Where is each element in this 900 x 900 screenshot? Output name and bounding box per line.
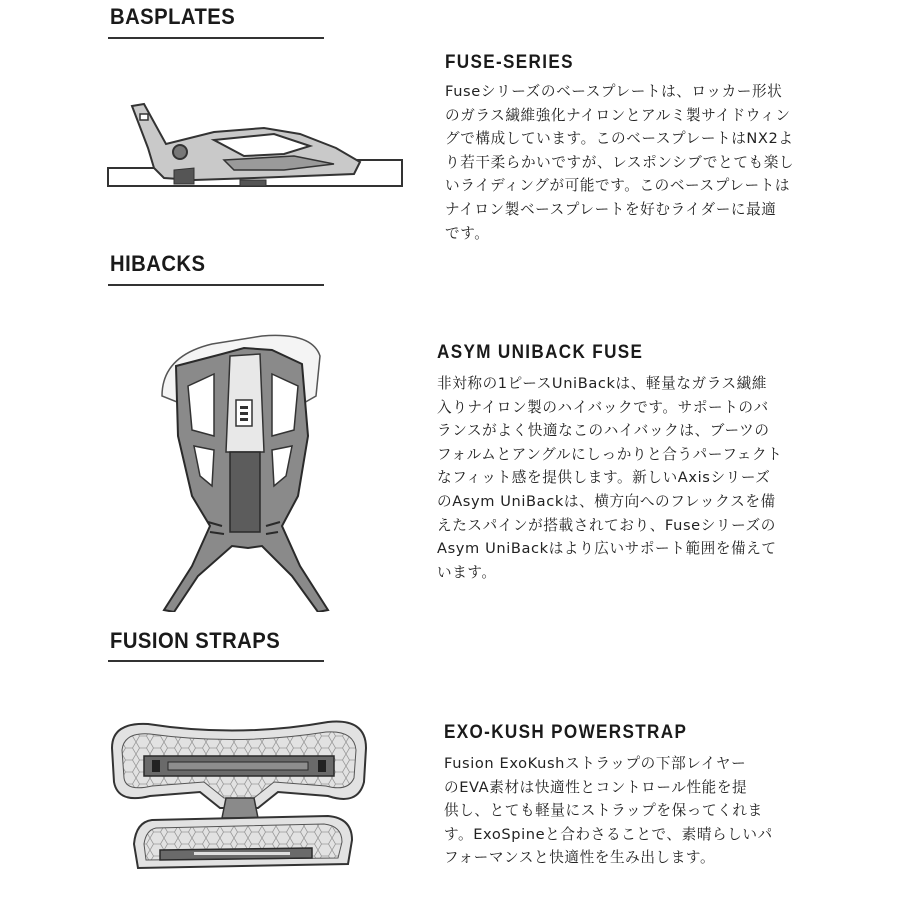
section-title-baseplates: BASPLATES: [110, 4, 236, 29]
product-description-baseplate: Fuseシリーズのベースプレートは、ロッカー形状 のガラス繊維強化ナイロンとアルミ製サイドウィン グで構成しています。このベースプレートはNX2よ り若干柔らかいですが、レスポンシブでとても楽し いライディングが可能です。このベースプレートは ナイロン製ベースプレートを好むライダーに最適 です。: [445, 83, 795, 242]
product-title-strap: EXO-KUSH POWERSTRAP: [444, 722, 688, 743]
section-title-hibacks: HIBACKS: [110, 251, 206, 276]
baseplate-illustration: [104, 98, 408, 194]
product-description-hiback: 非対称の1ピースUniBackは、軽量なガラス繊維 入りナイロン製のハイバックです。サポートのバ ランスがよく快適なこのハイバックは、ブーツの フォルムとアングルにしっかりと合うパーフェクト なフィット感を提供します。新しいAxisシリーズ のAsym UniBackは、横方向へのフレックスを備 えたスパインが搭載されており、Fuseシリーズの Asym UniBackはより広いサポート範囲を備えて います。: [437, 375, 783, 581]
section-divider: [108, 660, 324, 662]
product-title-baseplate: FUSE-SERIES: [445, 52, 574, 73]
strap-illustration: [108, 712, 370, 876]
section-divider: [108, 284, 324, 286]
product-description-strap: Fusion ExoKushストラップの下部レイヤー のEVA素材は快適性とコントロール性能を提 供し、とても軽量にストラップを保ってくれま す。ExoSpineと合わさることで、素晴らしいパ フォーマンスと快適性を生み出します。: [444, 755, 773, 867]
section-title-straps: FUSION STRAPS: [110, 628, 281, 653]
hiback-illustration: [152, 326, 336, 612]
product-title-hiback: ASYM UNIBACK FUSE: [437, 342, 644, 363]
section-divider: [108, 37, 324, 39]
